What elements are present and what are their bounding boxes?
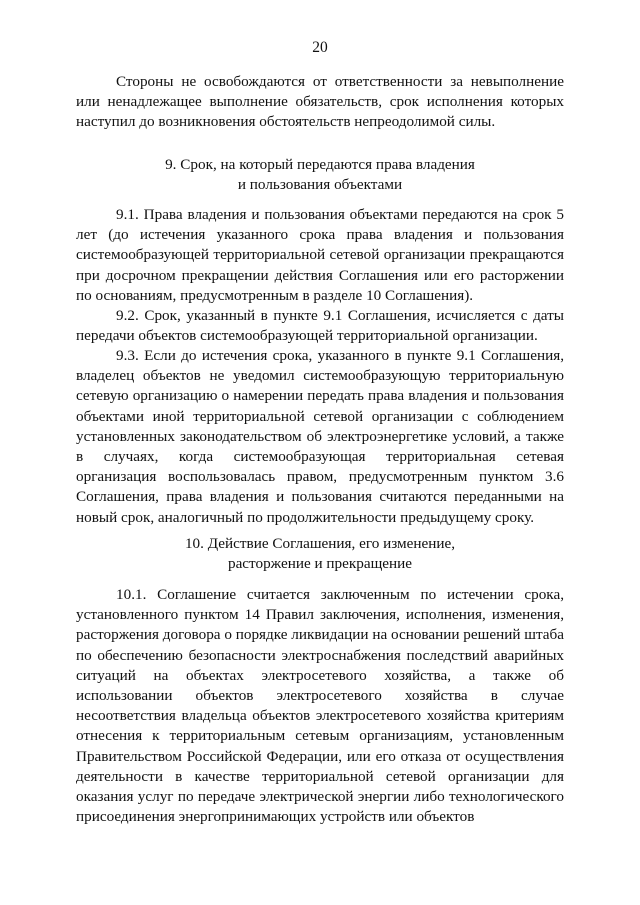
- section-9-heading-line1: 9. Срок, на который передаются права владения: [165, 156, 475, 173]
- section-10-heading: [76, 534, 564, 574]
- section-10-heading-line1: 10. Действие Соглашения, его изменение,: [184, 535, 456, 552]
- section-10-heading-line2: расторжение и прекращение: [227, 555, 413, 573]
- paragraph-force-majeure: Стороны не освобождаются от ответственности за невыполнение или ненадлежащее выполнение обязательств, срок исполнения которых наступил до возникновения обстоятельств непреодолимой силы.: [76, 73, 564, 131]
- paragraph-9-2: 9.2. Срок, указанный в пункте 9.1 Соглашения, исчисляется с даты передачи объектов системообразующей территориальной организации.: [76, 307, 564, 345]
- section-9-heading-line2: и пользования объектами: [237, 176, 403, 194]
- paragraph-9-1: 9.1. Права владения и пользования объектами передаются на срок 5 лет (до истечения указанного срока права владения и пользования системообразующей территориальной сетевой организации прекращаются при досрочном прекращении действия Соглашения или его расторжении по основаниям, предусмотренным в разделе 10 Соглашения).: [76, 206, 564, 304]
- paragraph-9-3: 9.3. Если до истечения срока, указанного в пункте 9.1 Соглашения, владелец объектов не уведомил системообразующую территориальную сетевую организацию о намерении передать права владения и пользования объектами иной территориальной сетевой организации с соблюдением установленных законодательством об электроэнергетике условий, а также в случаях, когда системообразующая территориальная сетевая организация воспользовалась правом, предусмотренным пунктом 3.6 Соглашения, права владения и пользования считаются переданными на новый срок, аналогичный по продолжительности предыдущему сроку.: [76, 347, 564, 526]
- page-number: 20: [312, 39, 328, 56]
- paragraph-10-1: 10.1. Соглашение считается заключенным по истечении срока, установленного пунктом 14 Правил заключения, исполнения, изменения, расторжения договора о порядке ликвидации на основании решений штаба по обеспечению безопасности электроснабжения последствий аварийных ситуаций на объектах электросетевого хозяйства, а также об использовании объектов электросетевого хозяйства в случае несоответствия владельца объектов электросетевого хозяйства критериям отнесения к территориальным сетевым организациям, установленным Правительством Российской Федерации, или его отказа от осуществления деятельности в качестве территориальной сетевой организации для оказания услуг по передаче электрической энергии либо технологического присоединения энергопринимающих устройств или объектов: [76, 586, 564, 826]
- section-9-heading: [76, 155, 564, 195]
